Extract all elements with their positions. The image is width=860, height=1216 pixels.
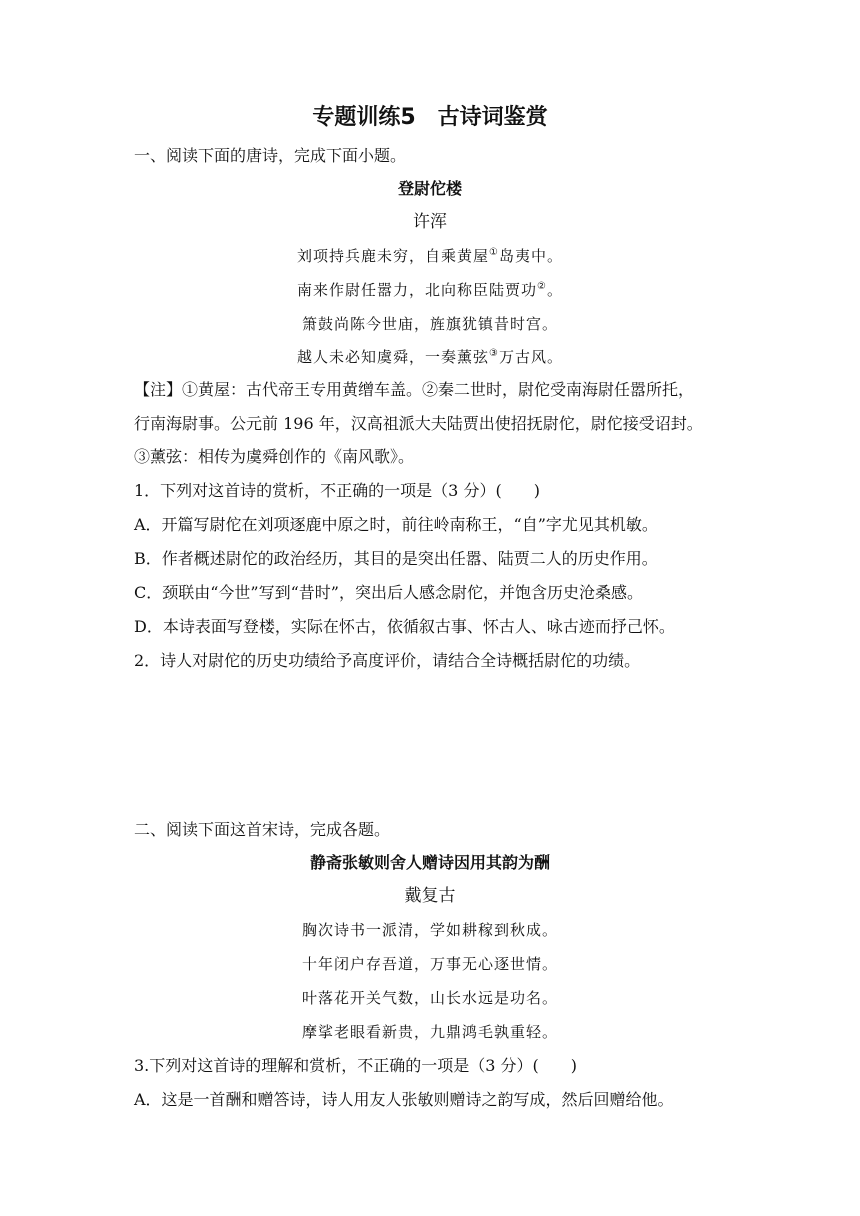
question-1-option: C．颈联由“今世”写到“昔时”，突出后人感念尉佗，并饱含历史沧桑感。 <box>134 583 643 602</box>
poem2-line: 胸次诗书一派清，学如耕稼到秋成。 <box>301 921 558 939</box>
question-1-option: A．开篇写尉佗在刘项逐鹿中原之时，前往岭南称王，“自”字尤见其机敏。 <box>134 515 658 534</box>
poem1-line: 南来作尉任嚣力，北向称臣陆贾功②。 <box>297 281 563 299</box>
poem1-note: ③薰弦：相传为虞舜创作的《南风歌》。 <box>134 447 415 466</box>
section2-heading: 二、阅读下面这首宋诗，完成各题。 <box>134 820 391 839</box>
question-2: 2．诗人对尉佗的历史功绩给予高度评价，请结合全诗概括尉佗的功绩。 <box>134 651 641 670</box>
poem1-note: 行南海尉事。公元前 196 年，汉高祖派大夫陆贾出使招抚尉佗，尉佗接受诏封。 <box>134 414 703 433</box>
poem1-line: 箫鼓尚陈今世庙，旌旗犹镇昔时宫。 <box>301 315 558 333</box>
poem1-note: 【注】①黄屋：古代帝王专用黄缯车盖。②秦二世时，尉佗受南海尉任嚣所托， <box>134 380 695 399</box>
poem2-line: 叶落花开关气数，山长水远是功名。 <box>301 989 558 1007</box>
poem1-line: 刘项持兵鹿未穷，自乘黄屋①岛夷中。 <box>297 247 563 265</box>
poem1-line: 越人未必知虞舜，一奏薰弦③万古风。 <box>297 348 563 366</box>
question-3-option: A．这是一首酬和赠答诗，诗人用友人张敏则赠诗之韵写成，然后回赠给他。 <box>134 1090 674 1109</box>
question-3: 3.下列对这首诗的理解和赏析，不正确的一项是（3 分）( ) <box>134 1056 578 1075</box>
document-title: 专题训练5 古诗词鉴赏 <box>312 105 548 130</box>
poem2-title: 静斋张敏则舍人赠诗因用其韵为酬 <box>309 853 550 872</box>
poem1-author: 许浑 <box>413 212 447 232</box>
section1-heading: 一、阅读下面的唐诗，完成下面小题。 <box>134 146 407 165</box>
poem2-line: 十年闭户存吾道，万事无心逐世情。 <box>301 955 558 973</box>
question-1-option: B．作者概述尉佗的政治经历，其目的是突出任嚣、陆贾二人的历史作用。 <box>134 549 658 568</box>
poem1-title: 登尉佗楼 <box>397 179 462 198</box>
poem2-author: 戴复古 <box>404 886 456 906</box>
question-1-option: D．本诗表面写登楼，实际在怀古，依循叙古事、怀古人、咏古迹而抒己怀。 <box>134 617 675 636</box>
question-1: 1．下列对这首诗的赏析，不正确的一项是（3 分）( ) <box>134 481 540 500</box>
poem2-line: 摩挲老眼看新贵，九鼎鸿毛孰重轻。 <box>301 1023 558 1041</box>
